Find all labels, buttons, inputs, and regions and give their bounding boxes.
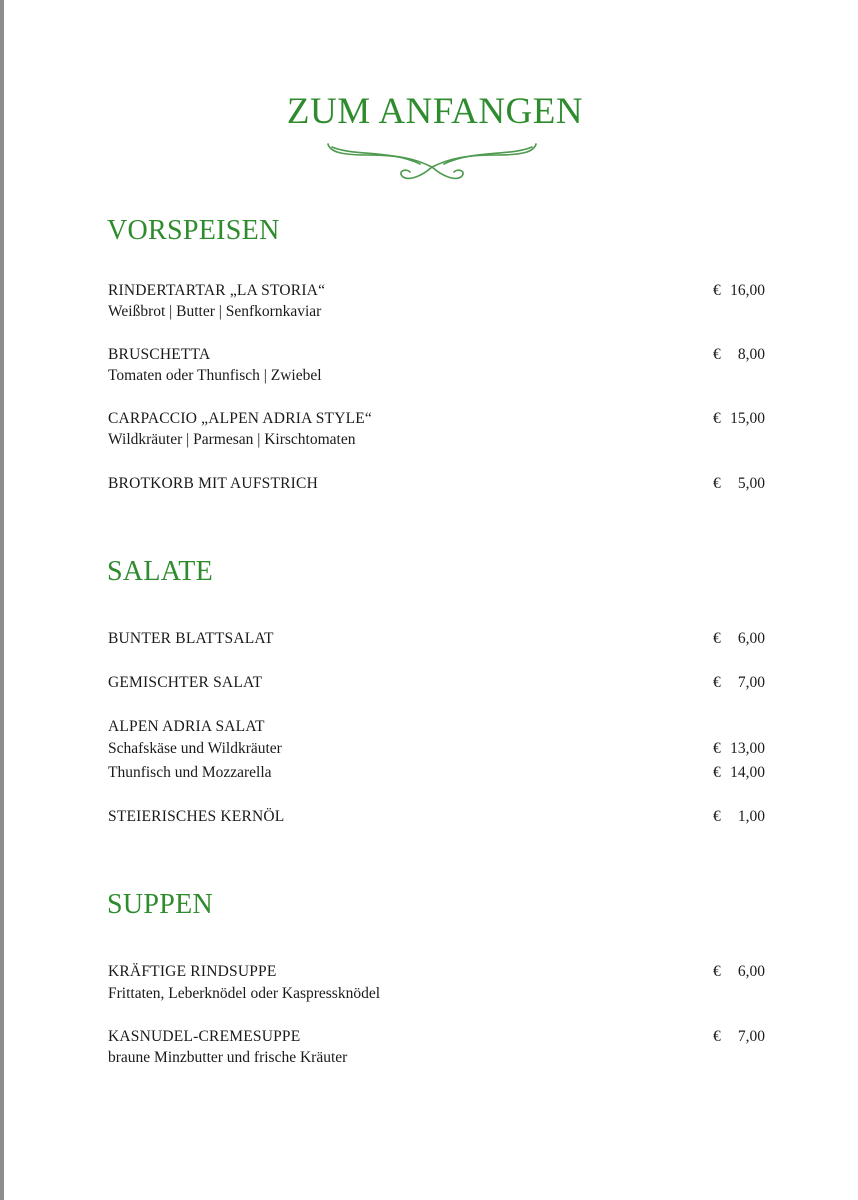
ornament-flourish-icon: [322, 136, 542, 186]
section-heading-salate: SALATE: [107, 556, 214, 587]
item-variant-label: Thunfisch und Mozzarella: [108, 764, 272, 781]
section-heading-suppen: SUPPEN: [107, 889, 214, 920]
item-description: braune Minzbutter und frische Kräuter: [108, 1049, 348, 1066]
item-name: BUNTER BLATTSALAT: [108, 630, 274, 647]
item-name: RINDERTARTAR „LA STORIA“: [108, 282, 326, 299]
menu-page: ZUM ANFANGEN VORSPEISEN RINDERTARTAR „LA STORIA“ € 16,00 Weißbrot | Butter | Senfkornkaviar BRUSCHETTA € 8,00 Tomaten oder Thunfisch | Zwiebel CARPACCIO „ALPEN ADRIA STYLE“ € 15,00 Wildkräuter | Parmesan | Kirschtomaten BROTKORB MIT AUFSTRICH € 5,00 SALATE BUNTER BLATTSALAT € 6,00 GEMISCHTER SALAT € 7,00 ALPEN ADRIA SALAT Schafskäse und Wildkräuter € 13,00 Thunfisch und Mozzarella € 14,00 STEIERISCHES KERNÖL € 1,00 SUPPEN KRÄFTIGE RINDSUPPE € 6,00 Frittaten, Leberknödel oder Kaspressknödel KASNUDEL-CREMESUPPE € 7,00 braune Minzbutter und frische Kräuter: [0, 0, 858, 1200]
item-name: STEIERISCHES KERNÖL: [108, 808, 285, 825]
item-variant-label: Schafskäse und Wildkräuter: [108, 740, 282, 757]
item-description: Frittaten, Leberknödel oder Kaspressknödel: [108, 985, 381, 1002]
item-name: CARPACCIO „ALPEN ADRIA STYLE“: [108, 410, 373, 427]
item-name: KRÄFTIGE RINDSUPPE: [108, 963, 277, 980]
item-description: Tomaten oder Thunfisch | Zwiebel: [108, 367, 322, 384]
item-name: GEMISCHTER SALAT: [108, 674, 263, 691]
item-name: KASNUDEL-CREMESUPPE: [108, 1028, 301, 1045]
item-description: Weißbrot | Butter | Senfkornkaviar: [108, 303, 322, 320]
item-name: ALPEN ADRIA SALAT: [108, 718, 265, 735]
item-name: BROTKORB MIT AUFSTRICH: [108, 475, 318, 492]
item-description: Wildkräuter | Parmesan | Kirschtomaten: [108, 431, 356, 448]
item-name: BRUSCHETTA: [108, 346, 211, 363]
page-title: ZUM ANFANGEN: [286, 91, 584, 132]
section-heading-vorspeisen: VORSPEISEN: [107, 215, 280, 246]
